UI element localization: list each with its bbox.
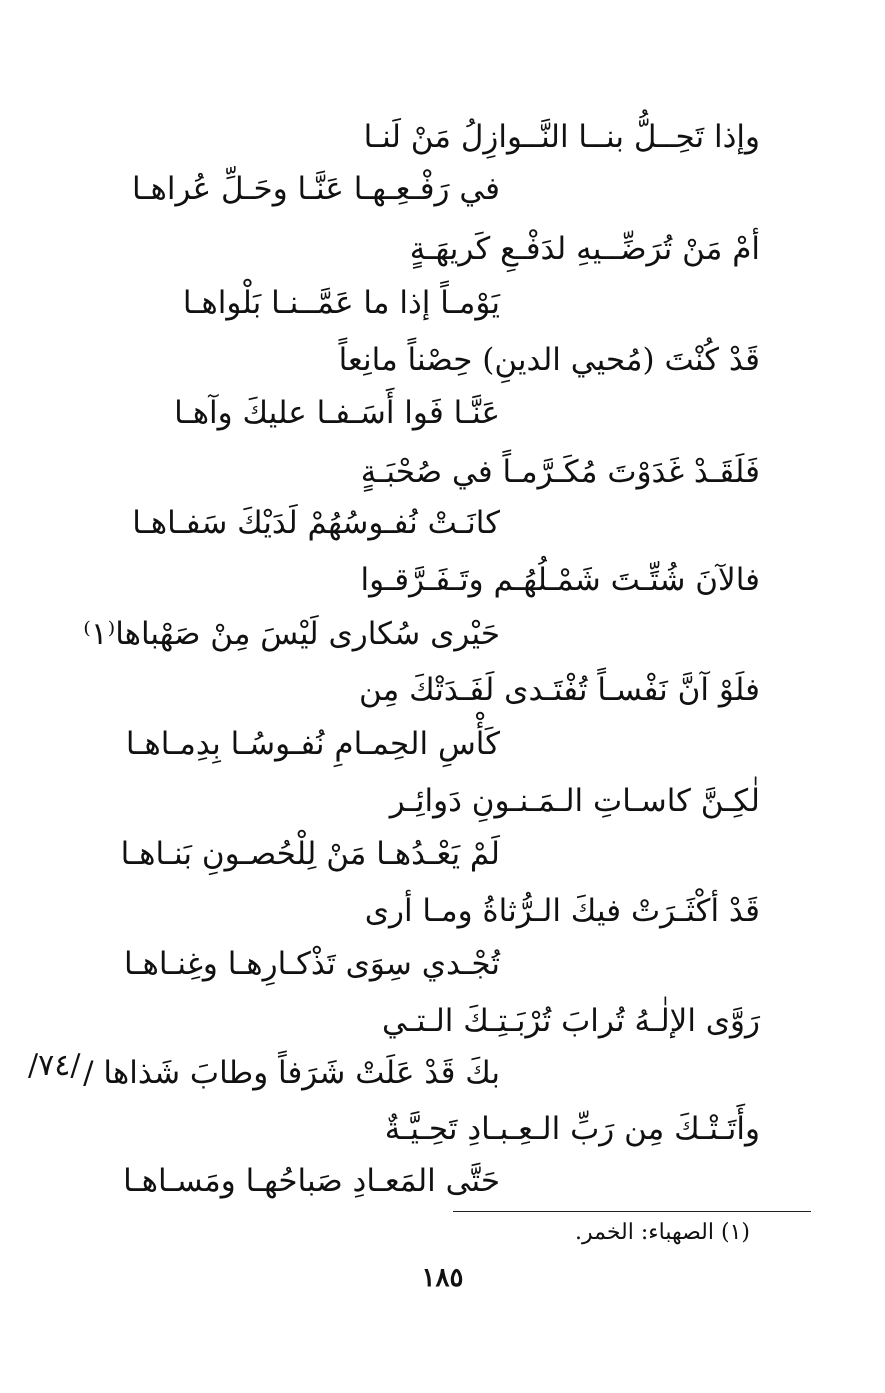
verse-line: قَدْ كُنْتَ (مُحيي الدينِ) حِصْناً مانِعاً [338,342,760,378]
page-number: ١٨٥ [421,1263,464,1293]
footnote-divider [453,1211,811,1212]
footnote: (١) الصهباء: الخمر. [575,1220,750,1245]
verse-line: بكَ قَدْ عَلَتْ شَرَفاً وطابَ شَذاها / [83,1055,500,1091]
verse-line: وأَتَـتْـكَ مِن رَبِّ الـعِـبـادِ تَحِـيَّـةٌ [384,1111,760,1147]
verse-line: وإذا تَحِــلُّ بنــا النَّــوازِلُ مَنْ لَنـا [363,119,760,155]
verse-line: حَتَّى المَعـادِ صَباحُهـا ومَسـاهـا [123,1163,500,1199]
verse-line: كَأْسِ الحِمـامِ نُفـوسُـا بِدِمـاهـا [125,726,500,762]
verse-line: أمْ مَنْ تُرَضِّــيهِ لدَفْـعِ كَريهَـةٍ [409,231,760,267]
verse-line: فَلَقَـدْ غَدَوْتَ مُكَـرَّمـاً في صُحْبَـةٍ [360,454,760,490]
verse-line: فلَوْ آنَّ نَفْسـاً تُفْتَـدى لَفَـدَتْكَ مِن [359,672,760,708]
verse-line: حَيْرى سُكارى لَيْسَ مِنْ صَهْباها⁽١⁾ [83,616,500,652]
verse-line: لَمْ يَعْـدُهـا مَنْ لِلْحُصـونِ بَنـاهـا [120,836,500,872]
verse-line: عَنَّـا فَوا أَسَـفـا عليكَ وآهـا [174,395,500,431]
verse-line: في رَفْـعِـهـا عَنَّـا وحَـلِّ عُراهـا [132,171,500,207]
verse-line: يَوْمـاً إذا ما عَمَّــنـا بَلْواهـا [182,285,500,321]
verse-line: لٰكِـنَّ كاسـاتِ الـمَـنـونِ دَوائِـر [389,783,760,819]
verse-line: قَدْ أكْثَـرَتْ فيكَ الـرُّثاةُ ومـا أرى [364,893,760,929]
verse-line: رَوَّى الإلٰـهُ تُرابَ تُرْبَـتِـكَ الـتـي [381,1003,760,1039]
verse-line: فالآنَ شُتِّـتَ شَمْـلُهُـم وتَـفَـرَّقـوا [360,562,760,598]
verse-line: كانَـتْ نُفـوسُهُمْ لَدَيْكَ سَفـاهـا [132,505,500,541]
verse-line: تُجْـدي سِوَى تَذْكـارِهـا وغِنـاهـا [123,946,500,982]
margin-folio-note: /٧٤/ [28,1048,81,1083]
